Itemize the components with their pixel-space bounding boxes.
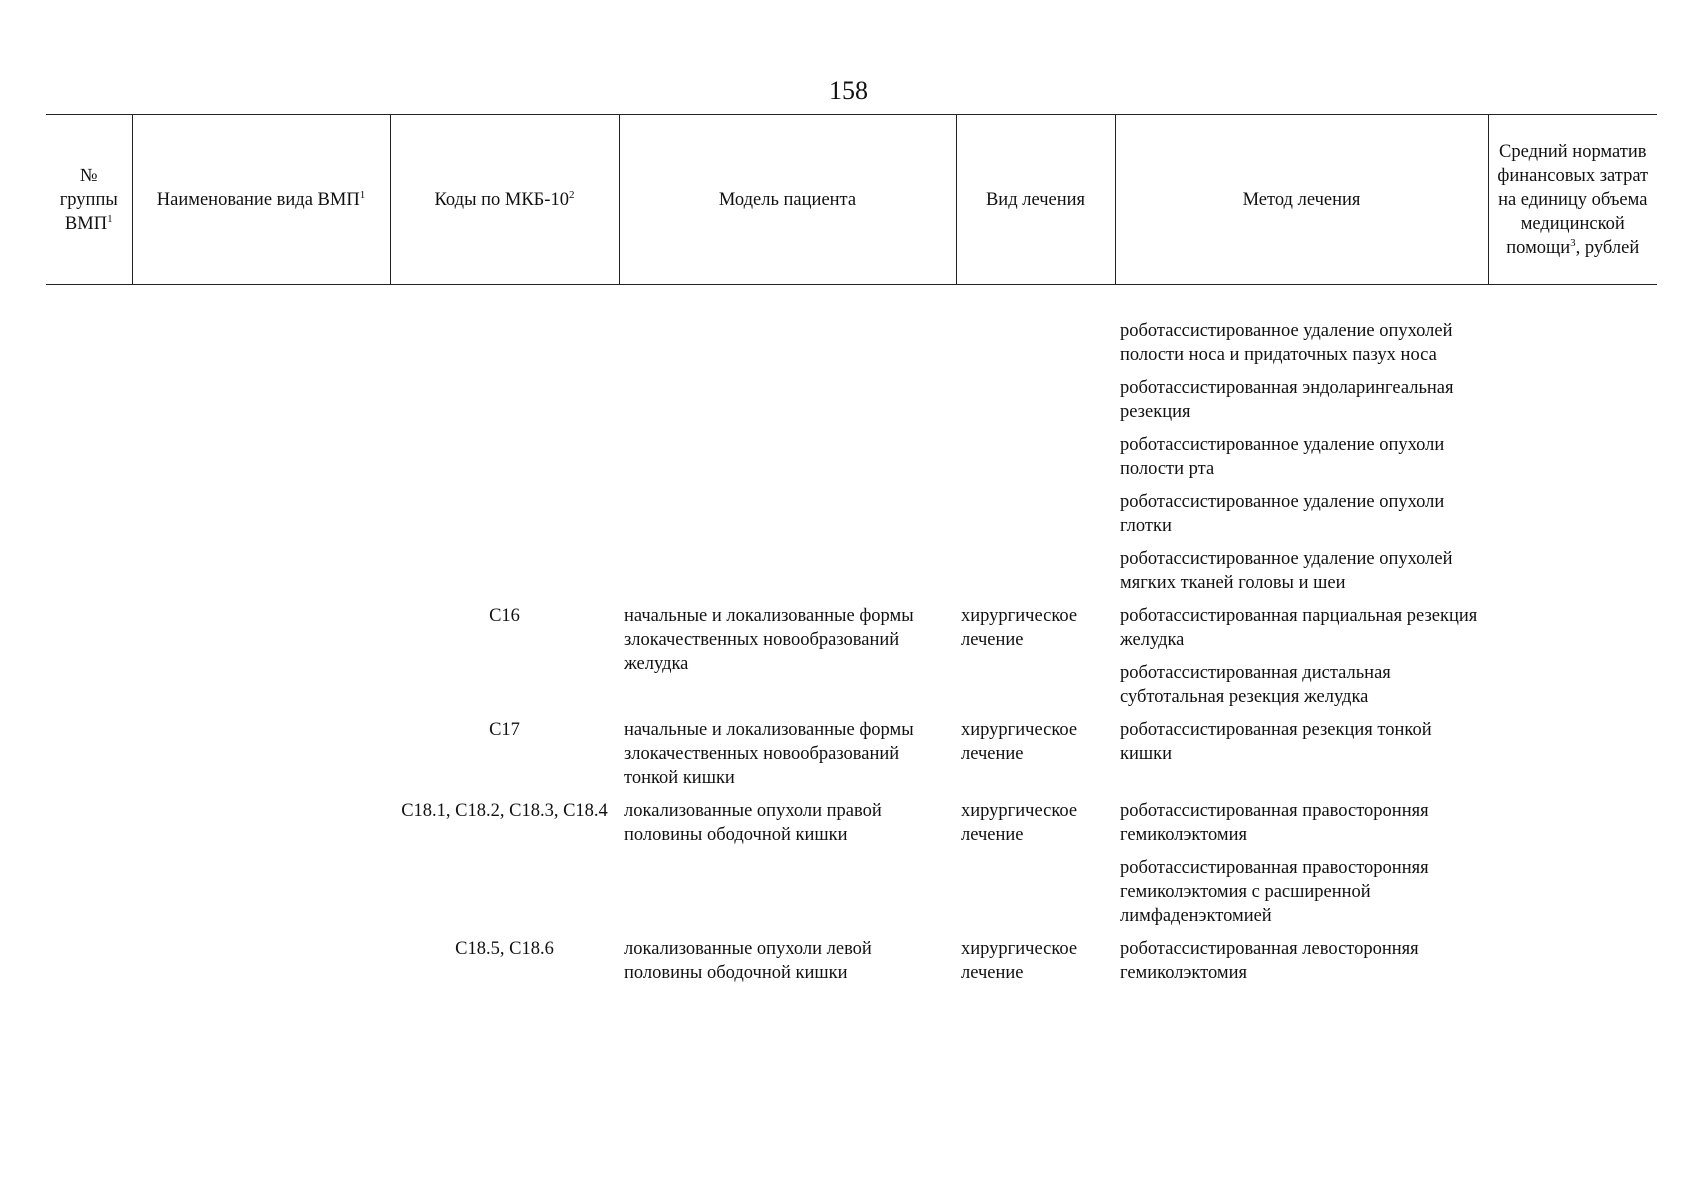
patient-model-cell: начальные и локализованные формы злокачественных новообразований тонкой кишки xyxy=(624,720,914,788)
treatment-method: роботассистированная резекция тонкой кишки xyxy=(1120,720,1432,764)
page-number: 158 xyxy=(829,76,868,105)
header-mkb-codes: Коды по МКБ-$10^2$ xyxy=(390,115,619,285)
table-row xyxy=(46,604,1657,718)
treatment-method: роботассистированная правосторонняя гемиколэктомия с расширенной лимфаденэктомией xyxy=(1120,858,1429,926)
header-group-no: № группы ВМП$^1$ xyxy=(46,115,132,285)
mkb-codes-cell: С17 xyxy=(489,720,520,740)
header-cost-norm: Средний норматив финансовых затрат на единицу объема медицинской помощи$^3$, рублей xyxy=(1488,115,1657,285)
treatment-method: роботассистированная дистальная субтотальная резекция желудка xyxy=(1120,663,1391,707)
header-treatment-method: Метод лечения xyxy=(1115,115,1488,285)
header-vmp-name: Наименование вида ВМП$^1$ xyxy=(132,115,390,285)
treatment-type-cell: хирургическое лечение xyxy=(961,606,1078,650)
patient-model-cell: локализованные опухоли правой половины ободочной кишки xyxy=(624,801,882,845)
treatment-type-cell xyxy=(956,319,1115,604)
treatment-methods-cell xyxy=(1115,718,1488,799)
treatment-method: роботассистированная левосторонняя гемиколэктомия xyxy=(1120,939,1419,983)
table-row xyxy=(46,319,1657,604)
mkb-codes-cell: С18.5, С18.6 xyxy=(455,939,554,959)
header-treatment-type: Вид лечения xyxy=(956,115,1115,285)
table-row xyxy=(46,937,1657,994)
treatment-method: роботассистированная парциальная резекция желудка xyxy=(1120,606,1478,650)
treatment-methods-cell xyxy=(1115,799,1488,937)
mkb-codes-cell xyxy=(390,319,619,604)
treatment-methods-cell xyxy=(1115,604,1488,718)
treatment-method: роботассистированная эндоларингеальная резекция xyxy=(1120,378,1454,422)
treatment-type-cell: хирургическое лечение xyxy=(961,801,1078,845)
patient-model-cell: начальные и локализованные формы злокачественных новообразований желудка xyxy=(624,606,914,674)
table-header-row xyxy=(46,115,1657,285)
treatment-methods-cell xyxy=(1115,937,1488,994)
table-row xyxy=(46,799,1657,937)
mkb-codes-cell: С16 xyxy=(489,606,520,626)
treatment-methods-cell xyxy=(1115,319,1488,604)
treatment-method: роботассистированная правосторонняя гемиколэктомия xyxy=(1120,801,1429,845)
treatment-type-cell: хирургическое лечение xyxy=(961,720,1078,764)
treatment-method: роботассистированное удаление опухолей мягких тканей головы и шеи xyxy=(1120,549,1453,593)
header-patient-model: Модель пациента xyxy=(619,115,956,285)
vmp-table xyxy=(46,114,1657,994)
table-row xyxy=(46,718,1657,799)
treatment-method: роботассистированное удаление опухоли глотки xyxy=(1120,492,1445,536)
treatment-type-cell: хирургическое лечение xyxy=(961,939,1078,983)
patient-model-cell: локализованные опухоли левой половины ободочной кишки xyxy=(624,939,872,983)
patient-model-cell xyxy=(619,319,956,604)
treatment-method: роботассистированное удаление опухолей полости носа и придаточных пазух носа xyxy=(1120,321,1453,365)
mkb-codes-cell: С18.1, С18.2, С18.3, С18.4 xyxy=(401,801,608,821)
treatment-method: роботассистированное удаление опухоли полости рта xyxy=(1120,435,1445,479)
